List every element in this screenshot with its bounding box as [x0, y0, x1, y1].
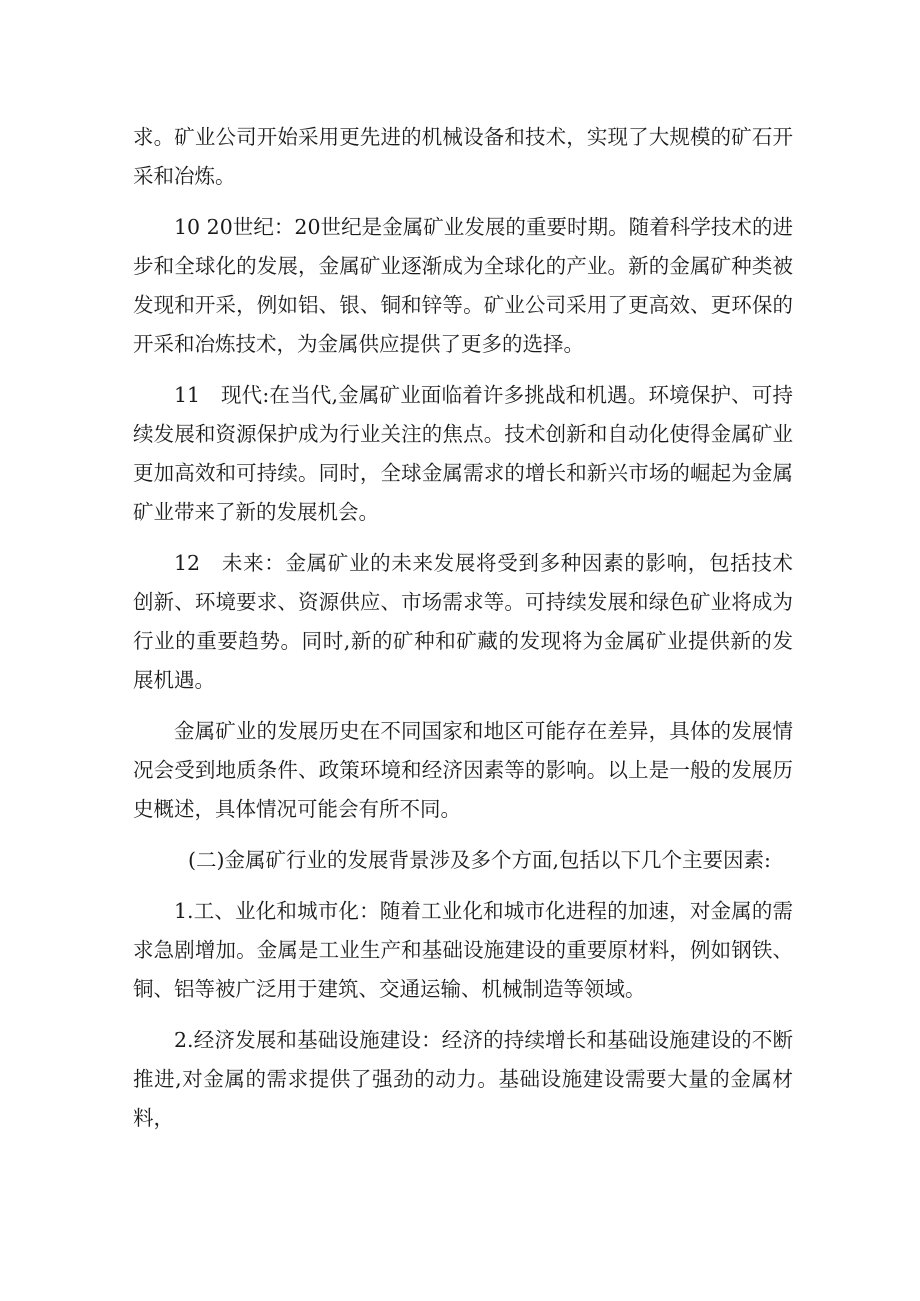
paragraph-20th-century: 10 20世纪：20世纪是金属矿业发展的重要时期。随着科学技术的进步和全球化的发展，金属矿业逐渐成为全球化的产业。新的金属矿种类被发现和开采，例如铝、银、铜和锌等。矿业公司采用了更高效、更环保的开采和冶炼技术，为金属供应提供了更多的选择。 [133, 215, 793, 356]
paragraph-industrialization: 1.工、业化和城市化：随着工业化和城市化进程的加速，对金属的需求急剧增加。金属是工业生产和基础设施建设的重要原材料，例如钢铁、铜、铝等被广泛用于建筑、交通运输、机械制造等领域。 [133, 899, 793, 1001]
paragraph-continuation: 求。矿业公司开始采用更先进的机械设备和技术，实现了大规模的矿石开采和冶炼。 [133, 125, 793, 188]
paragraph-modern: 11 现代:在当代,金属矿业面临着许多挑战和机遇。环境保护、可持续发展和资源保护成为行业关注的焦点。技术创新和自动化使得金属矿业更加高效和可持续。同时，全球金属需求的增长和新兴市场的崛起为金属矿业带来了新的发展机会。 [133, 383, 793, 524]
document-body [133, 118, 793, 1150]
paragraph-future: 12 未来：金属矿业的未来发展将受到多种因素的影响，包括技术创新、环境要求、资源供应、市场需求等。可持续发展和绿色矿业将成为行业的重要趋势。同时,新的矿种和矿藏的发现将为金属矿业提供新的发展机遇。 [133, 551, 793, 692]
section-heading-background: (二)金属矿行业的发展背景涉及多个方面,包括以下几个主要因素: [188, 848, 771, 872]
paragraph-economic-development: 2.经济发展和基础设施建设：经济的持续增长和基础设施建设的不断推进,对金属的需求提供了强劲的动力。基础设施建设需要大量的金属材料， [133, 1028, 793, 1130]
paragraph-summary: 金属矿业的发展历史在不同国家和地区可能存在差异，具体的发展情况会受到地质条件、政策环境和经济因素等的影响。以上是一般的发展历史概述，具体情况可能会有所不同。 [133, 719, 793, 821]
